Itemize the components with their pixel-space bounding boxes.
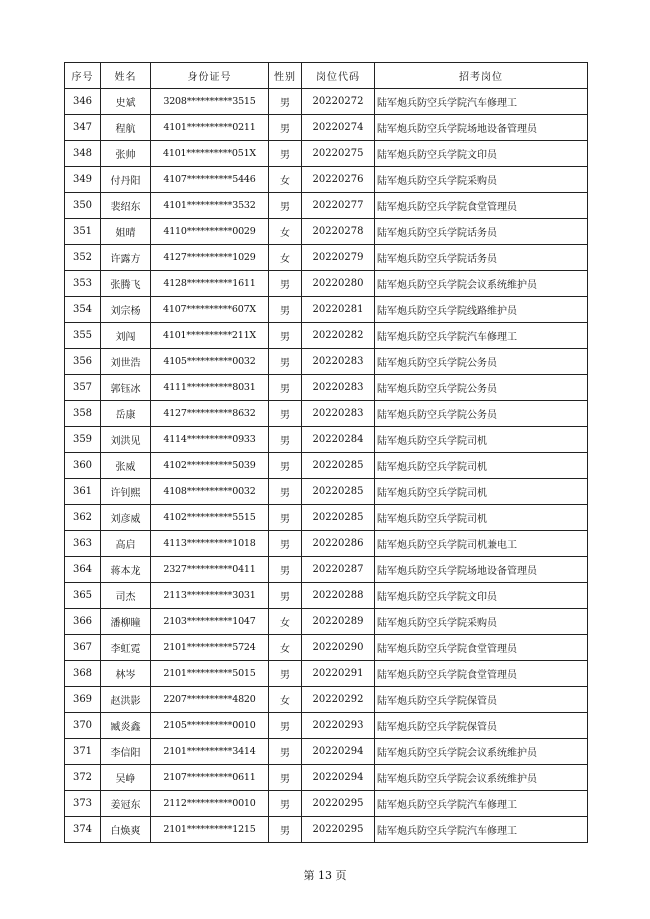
row-index: 356 xyxy=(65,349,101,375)
row-name: 张腾飞 xyxy=(101,271,151,297)
header-name: 姓名 xyxy=(101,63,151,89)
row-position: 陆军炮兵防空兵学院文印员 xyxy=(375,583,588,609)
row-index: 357 xyxy=(65,375,101,401)
row-id-number: 4101**********3532 xyxy=(151,193,269,219)
row-gender: 女 xyxy=(269,219,302,245)
table-body xyxy=(65,89,588,843)
row-position-code: 20220272 xyxy=(302,89,375,115)
row-position: 陆军炮兵防空兵学院保管员 xyxy=(375,687,588,713)
row-index: 355 xyxy=(65,323,101,349)
table-row xyxy=(65,167,588,193)
row-position: 陆军炮兵防空兵学院汽车修理工 xyxy=(375,323,588,349)
table-row xyxy=(65,765,588,791)
row-position-code: 20220284 xyxy=(302,427,375,453)
row-name: 白焕爽 xyxy=(101,817,151,843)
row-name: 许钊熙 xyxy=(101,479,151,505)
row-index: 348 xyxy=(65,141,101,167)
row-position-code: 20220283 xyxy=(302,375,375,401)
row-position-code: 20220292 xyxy=(302,687,375,713)
row-gender: 女 xyxy=(269,167,302,193)
row-gender: 男 xyxy=(269,791,302,817)
row-name: 史斌 xyxy=(101,89,151,115)
row-position: 陆军炮兵防空兵学院食堂管理员 xyxy=(375,661,588,687)
row-gender: 男 xyxy=(269,531,302,557)
row-position: 陆军炮兵防空兵学院公务员 xyxy=(375,375,588,401)
table-row xyxy=(65,505,588,531)
table-row xyxy=(65,583,588,609)
row-index: 358 xyxy=(65,401,101,427)
row-gender: 女 xyxy=(269,245,302,271)
row-position: 陆军炮兵防空兵学院公务员 xyxy=(375,401,588,427)
row-id-number: 2112**********0010 xyxy=(151,791,269,817)
row-position-code: 20220276 xyxy=(302,167,375,193)
row-index: 349 xyxy=(65,167,101,193)
row-position-code: 20220283 xyxy=(302,401,375,427)
row-position-code: 20220289 xyxy=(302,609,375,635)
table-row xyxy=(65,297,588,323)
table-row xyxy=(65,245,588,271)
table-header-row xyxy=(65,63,588,89)
row-position: 陆军炮兵防空兵学院线路维护员 xyxy=(375,297,588,323)
row-position: 陆军炮兵防空兵学院食堂管理员 xyxy=(375,635,588,661)
row-gender: 男 xyxy=(269,193,302,219)
row-position-code: 20220291 xyxy=(302,661,375,687)
row-index: 370 xyxy=(65,713,101,739)
table-row xyxy=(65,791,588,817)
row-position: 陆军炮兵防空兵学院汽车修理工 xyxy=(375,791,588,817)
table-row xyxy=(65,635,588,661)
row-name: 程航 xyxy=(101,115,151,141)
row-gender: 男 xyxy=(269,375,302,401)
row-name: 吴峥 xyxy=(101,765,151,791)
row-gender: 男 xyxy=(269,557,302,583)
row-index: 359 xyxy=(65,427,101,453)
row-position: 陆军炮兵防空兵学院场地设备管理员 xyxy=(375,557,588,583)
row-id-number: 4101**********211X xyxy=(151,323,269,349)
row-gender: 男 xyxy=(269,817,302,843)
row-name: 臧炎鑫 xyxy=(101,713,151,739)
row-name: 赵洪影 xyxy=(101,687,151,713)
row-id-number: 4108**********0032 xyxy=(151,479,269,505)
row-id-number: 4102**********5039 xyxy=(151,453,269,479)
row-gender: 男 xyxy=(269,479,302,505)
row-gender: 男 xyxy=(269,401,302,427)
row-position: 陆军炮兵防空兵学院司机 xyxy=(375,427,588,453)
table-row xyxy=(65,531,588,557)
row-name: 刘洪见 xyxy=(101,427,151,453)
row-id-number: 4127**********1029 xyxy=(151,245,269,271)
row-id-number: 4102**********5515 xyxy=(151,505,269,531)
row-position-code: 20220277 xyxy=(302,193,375,219)
table-row xyxy=(65,375,588,401)
row-gender: 男 xyxy=(269,739,302,765)
row-id-number: 2101**********1215 xyxy=(151,817,269,843)
row-gender: 男 xyxy=(269,713,302,739)
row-index: 352 xyxy=(65,245,101,271)
row-position: 陆军炮兵防空兵学院话务员 xyxy=(375,219,588,245)
row-position-code: 20220281 xyxy=(302,297,375,323)
row-name: 裴绍东 xyxy=(101,193,151,219)
row-index: 363 xyxy=(65,531,101,557)
row-gender: 男 xyxy=(269,297,302,323)
row-id-number: 2101**********3414 xyxy=(151,739,269,765)
row-position-code: 20220288 xyxy=(302,583,375,609)
row-position-code: 20220285 xyxy=(302,505,375,531)
row-name: 郭钰冰 xyxy=(101,375,151,401)
row-name: 付丹阳 xyxy=(101,167,151,193)
row-index: 367 xyxy=(65,635,101,661)
applicant-table xyxy=(64,62,588,843)
row-id-number: 2101**********5724 xyxy=(151,635,269,661)
row-name: 李信阳 xyxy=(101,739,151,765)
row-position: 陆军炮兵防空兵学院汽车修理工 xyxy=(375,89,588,115)
table-row xyxy=(65,609,588,635)
row-position: 陆军炮兵防空兵学院司机 xyxy=(375,505,588,531)
table-row xyxy=(65,323,588,349)
row-id-number: 4101**********051X xyxy=(151,141,269,167)
row-position-code: 20220287 xyxy=(302,557,375,583)
row-index: 347 xyxy=(65,115,101,141)
row-name: 刘宗杨 xyxy=(101,297,151,323)
table-row xyxy=(65,687,588,713)
row-name: 张威 xyxy=(101,453,151,479)
row-position: 陆军炮兵防空兵学院话务员 xyxy=(375,245,588,271)
row-name: 司杰 xyxy=(101,583,151,609)
row-id-number: 4105**********0032 xyxy=(151,349,269,375)
row-id-number: 2107**********0611 xyxy=(151,765,269,791)
table-row xyxy=(65,479,588,505)
table-row xyxy=(65,427,588,453)
row-position: 陆军炮兵防空兵学院汽车修理工 xyxy=(375,817,588,843)
row-index: 354 xyxy=(65,297,101,323)
row-index: 360 xyxy=(65,453,101,479)
row-position: 陆军炮兵防空兵学院公务员 xyxy=(375,349,588,375)
row-gender: 男 xyxy=(269,505,302,531)
row-index: 368 xyxy=(65,661,101,687)
row-gender: 男 xyxy=(269,141,302,167)
row-name: 姐晴 xyxy=(101,219,151,245)
header-index: 序号 xyxy=(65,63,101,89)
row-position-code: 20220294 xyxy=(302,739,375,765)
row-position: 陆军炮兵防空兵学院食堂管理员 xyxy=(375,193,588,219)
row-position-code: 20220295 xyxy=(302,791,375,817)
row-gender: 女 xyxy=(269,635,302,661)
row-index: 373 xyxy=(65,791,101,817)
row-position-code: 20220285 xyxy=(302,453,375,479)
row-gender: 男 xyxy=(269,89,302,115)
row-id-number: 2105**********0010 xyxy=(151,713,269,739)
row-position: 陆军炮兵防空兵学院司机 xyxy=(375,453,588,479)
row-position-code: 20220282 xyxy=(302,323,375,349)
row-position: 陆军炮兵防空兵学院司机兼电工 xyxy=(375,531,588,557)
row-index: 364 xyxy=(65,557,101,583)
row-position-code: 20220295 xyxy=(302,817,375,843)
row-index: 366 xyxy=(65,609,101,635)
row-position-code: 20220278 xyxy=(302,219,375,245)
row-position: 陆军炮兵防空兵学院会议系统维护员 xyxy=(375,765,588,791)
row-index: 362 xyxy=(65,505,101,531)
row-gender: 男 xyxy=(269,349,302,375)
row-name: 蒋本龙 xyxy=(101,557,151,583)
row-id-number: 2103**********1047 xyxy=(151,609,269,635)
row-position-code: 20220293 xyxy=(302,713,375,739)
table-row xyxy=(65,271,588,297)
row-position: 陆军炮兵防空兵学院采购员 xyxy=(375,609,588,635)
row-index: 350 xyxy=(65,193,101,219)
header-position: 招考岗位 xyxy=(375,63,588,89)
row-position-code: 20220274 xyxy=(302,115,375,141)
row-position-code: 20220275 xyxy=(302,141,375,167)
row-gender: 男 xyxy=(269,427,302,453)
table-row xyxy=(65,713,588,739)
header-position-code: 岗位代码 xyxy=(302,63,375,89)
table-row xyxy=(65,219,588,245)
row-id-number: 2207**********4820 xyxy=(151,687,269,713)
row-position-code: 20220279 xyxy=(302,245,375,271)
table-row xyxy=(65,115,588,141)
row-id-number: 4127**********8632 xyxy=(151,401,269,427)
row-position: 陆军炮兵防空兵学院保管员 xyxy=(375,713,588,739)
row-position-code: 20220286 xyxy=(302,531,375,557)
row-id-number: 3208**********3515 xyxy=(151,89,269,115)
row-id-number: 4114**********0933 xyxy=(151,427,269,453)
table-row xyxy=(65,89,588,115)
row-position-code: 20220290 xyxy=(302,635,375,661)
table-row xyxy=(65,739,588,765)
row-name: 刘闯 xyxy=(101,323,151,349)
row-id-number: 4107**********607X xyxy=(151,297,269,323)
row-gender: 男 xyxy=(269,115,302,141)
row-index: 346 xyxy=(65,89,101,115)
row-name: 高启 xyxy=(101,531,151,557)
row-name: 潘柳瞳 xyxy=(101,609,151,635)
row-position: 陆军炮兵防空兵学院会议系统维护员 xyxy=(375,739,588,765)
header-id-number: 身份证号 xyxy=(151,63,269,89)
row-id-number: 4107**********5446 xyxy=(151,167,269,193)
row-position-code: 20220294 xyxy=(302,765,375,791)
row-index: 374 xyxy=(65,817,101,843)
row-index: 371 xyxy=(65,739,101,765)
row-id-number: 4110**********0029 xyxy=(151,219,269,245)
table-row xyxy=(65,349,588,375)
row-position: 陆军炮兵防空兵学院司机 xyxy=(375,479,588,505)
row-id-number: 4111**********8031 xyxy=(151,375,269,401)
table-row xyxy=(65,141,588,167)
row-name: 许露方 xyxy=(101,245,151,271)
row-index: 369 xyxy=(65,687,101,713)
page-number: 第 13 页 xyxy=(303,869,347,882)
row-position-code: 20220280 xyxy=(302,271,375,297)
row-position: 陆军炮兵防空兵学院文印员 xyxy=(375,141,588,167)
row-id-number: 4113**********1018 xyxy=(151,531,269,557)
row-name: 张帅 xyxy=(101,141,151,167)
row-name: 李虹霓 xyxy=(101,635,151,661)
row-name: 姜冠东 xyxy=(101,791,151,817)
row-position: 陆军炮兵防空兵学院场地设备管理员 xyxy=(375,115,588,141)
row-id-number: 4101**********0211 xyxy=(151,115,269,141)
row-position-code: 20220283 xyxy=(302,349,375,375)
row-id-number: 2327**********0411 xyxy=(151,557,269,583)
row-index: 353 xyxy=(65,271,101,297)
row-index: 365 xyxy=(65,583,101,609)
table-row xyxy=(65,453,588,479)
row-gender: 男 xyxy=(269,453,302,479)
table-row xyxy=(65,557,588,583)
row-position: 陆军炮兵防空兵学院会议系统维护员 xyxy=(375,271,588,297)
header-gender: 性别 xyxy=(269,63,302,89)
table-row xyxy=(65,401,588,427)
table-row xyxy=(65,193,588,219)
row-gender: 女 xyxy=(269,609,302,635)
row-gender: 男 xyxy=(269,661,302,687)
row-gender: 女 xyxy=(269,687,302,713)
row-name: 刘世浩 xyxy=(101,349,151,375)
table-row xyxy=(65,661,588,687)
row-index: 351 xyxy=(65,219,101,245)
row-index: 372 xyxy=(65,765,101,791)
row-gender: 男 xyxy=(269,271,302,297)
row-position-code: 20220285 xyxy=(302,479,375,505)
row-gender: 男 xyxy=(269,765,302,791)
row-name: 岳康 xyxy=(101,401,151,427)
row-gender: 男 xyxy=(269,583,302,609)
row-index: 361 xyxy=(65,479,101,505)
row-name: 刘彦威 xyxy=(101,505,151,531)
row-id-number: 4128**********1611 xyxy=(151,271,269,297)
table-row xyxy=(65,817,588,843)
row-id-number: 2101**********5015 xyxy=(151,661,269,687)
row-id-number: 2113**********3031 xyxy=(151,583,269,609)
row-position: 陆军炮兵防空兵学院采购员 xyxy=(375,167,588,193)
row-name: 林岑 xyxy=(101,661,151,687)
row-gender: 男 xyxy=(269,323,302,349)
